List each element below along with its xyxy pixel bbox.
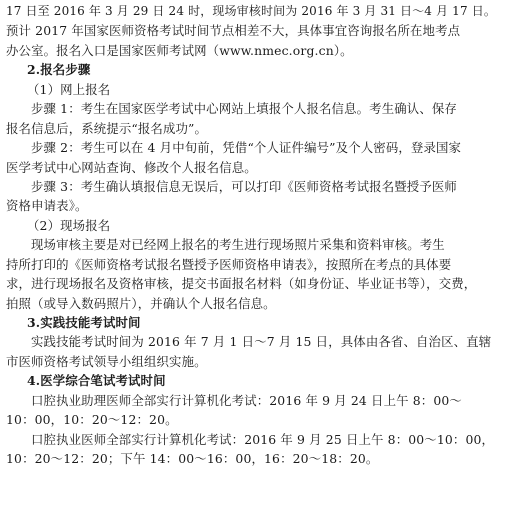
text-line: 现场审核主要是对已经网上报名的考生进行现场照片采集和资料审核。考生 (31, 237, 445, 253)
text-line: 口腔执业医师全部实行计算机化考试：2016 年 9 月 25 日上午 8：00～10：00， (31, 431, 495, 447)
text-line: 求，进行现场报名及资格审核，提交书面报名材料（如身份证、毕业证书等），交费， (6, 276, 477, 292)
text-line: 17 日至 2016 年 3 月 29 日 24 时，现场审核时间为 2016 年 3 月 31 日～4 月 17 日。 (6, 4, 496, 18)
text-line: 口腔执业助理医师全部实行计算机化考试：2016 年 9 月 24 日上午 8：00～ (31, 392, 462, 408)
text-line: 步骤 3：考生确认填报信息无误后，可以打印《医师资格考试报名暨授予医师 (31, 178, 457, 194)
section-heading: 4.医学综合笔试考试时间 (27, 373, 166, 389)
text-line: 拍照（或导入数码照片），并确认个人报名信息。 (6, 295, 276, 311)
text-line: 医学考试中心网站查询、修改个人报名信息。 (6, 159, 257, 175)
text-line: 步骤 2：考生可以在 4 月中旬前，凭借“个人证件编号”及个人密码，登录国家 (31, 140, 462, 156)
text-line: 10：00，10：20～12：20。 (6, 412, 178, 428)
text-line: 市医师资格考试领导小组组织实施。 (6, 353, 207, 369)
text-line: 预计 2017 年国家医师资格考试时间节点相差不大，具体事宜咨询报名所在地考点 (6, 23, 461, 39)
text-line: 办公室。报名入口是国家医师考试网（www.nmec.org.cn）。 (6, 42, 353, 58)
text-line: 10：20～12：20；下午 14：00～16：00，16：20～18：20。 (6, 451, 379, 467)
text-line: 资格申请表》。 (6, 198, 88, 214)
section-heading: 3.实践技能考试时间 (27, 315, 141, 330)
text-line: 报名信息后，系统提示“报名成功”。 (6, 120, 208, 136)
text-line: 持所打印的《医师资格考试报名暨授予医师资格申请表》，按照所在考点的具体要 (6, 256, 452, 272)
section-heading: 2.报名步骤 (27, 62, 91, 78)
subsection-heading: （1）网上报名 (27, 81, 111, 97)
subsection-heading: （2）现场报名 (27, 217, 111, 233)
text-line: 步骤 1：考生在国家医学考试中心网站上填报个人报名信息。考生确认、保存 (31, 101, 457, 117)
text-line: 实践技能考试时间为 2016 年 7 月 1 日～7 月 15 日，具体由各省、自治区、直辖 (31, 334, 492, 350)
